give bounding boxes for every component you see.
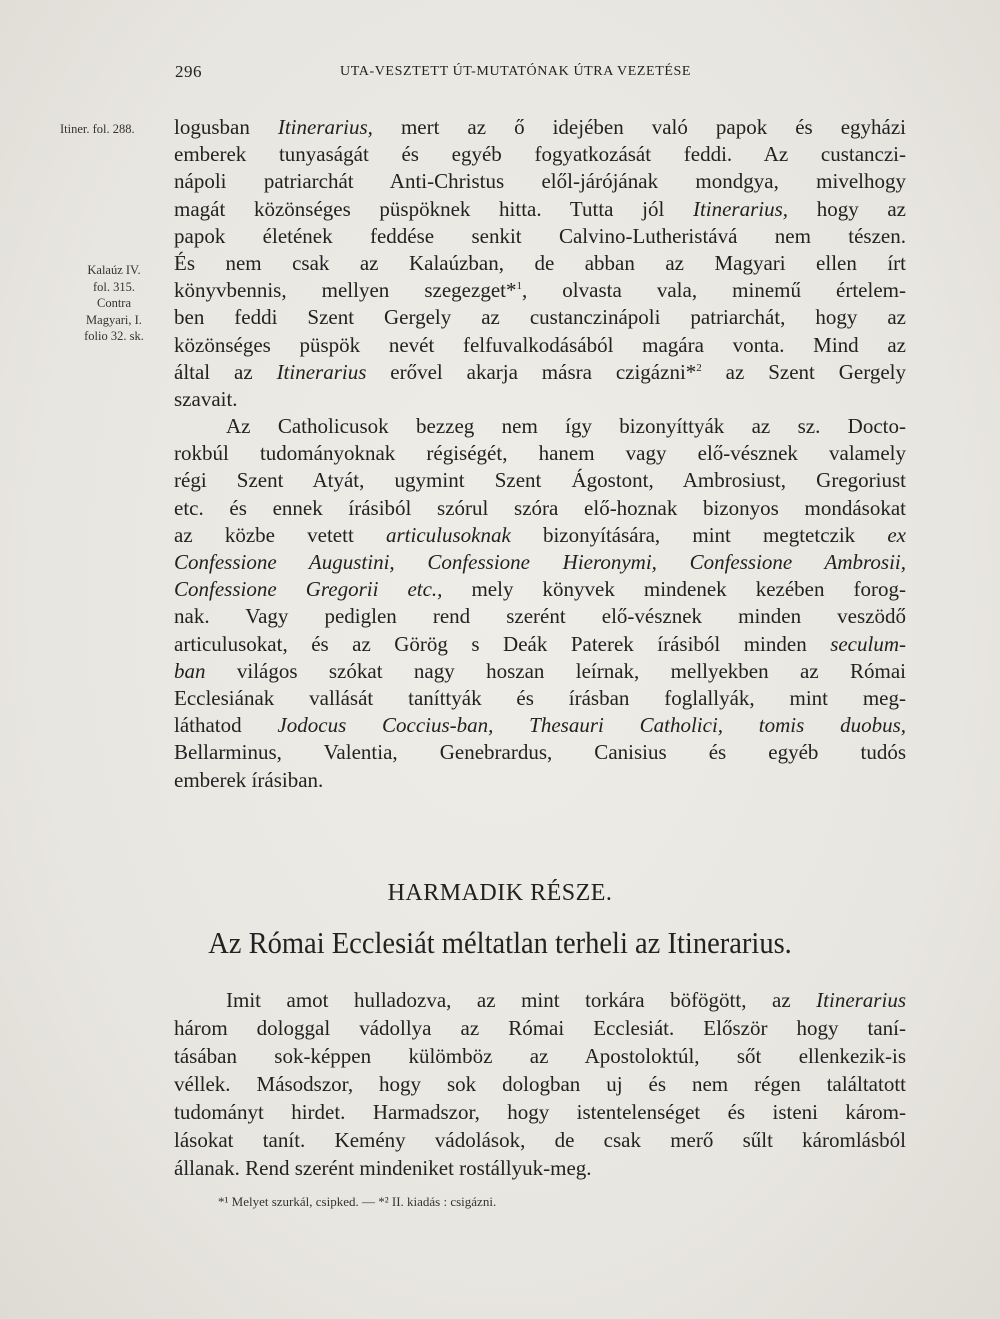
margin-note-line: folio 32. sk. [84, 329, 144, 343]
text-line: És nem csak az Kalaúzban, de abban az Magyari ellen írt [174, 250, 906, 275]
margin-note-line: Magyari, I. [86, 312, 142, 327]
text-line: véllek. Másodszor, hogy sok dologban uj és nem régen találtatott [174, 1072, 906, 1096]
text-line: logusban Itinerarius, mert az ő idejében való papok és egyházi [174, 115, 907, 139]
text-line: három dologgal vádollya az Római Ecclesiát. Először hogy taní- [174, 1016, 906, 1040]
running-title: UTA-VESZTETT ÚT-MUTATÓNAK ÚTRA VEZETÉSE [340, 64, 692, 79]
text-line: Confessione Gregorii etc., mely könyvek mindenek kezében forog- [174, 577, 906, 602]
text-line: lásokat tanít. Kemény vádolások, de csak merő sűlt káromlásból [174, 1128, 906, 1152]
text-line: nak. Vagy pediglen rend szerént elő-vésznek minden veszödő [174, 604, 906, 629]
footnotes: *¹ Melyet szurkál, csipked. — *² II. kiadás : csigázni. [218, 1194, 497, 1209]
text-line: emberek írásiban. [174, 767, 324, 792]
margin-note-line: Contra [96, 296, 132, 310]
text-line: rokbúl tudományoknak régiségét, hanem vagy elő-vésznek valamely [174, 441, 906, 466]
margin-note-kalauz [64, 262, 164, 345]
text-line: emberek tunyaságát és egyéb fogyatkozását feddi. Az custanczi- [174, 142, 906, 167]
section-heading: HARMADIK RÉSZE. [387, 880, 613, 906]
text-line: szavait. [174, 386, 238, 411]
text-line: közönséges püspök nevét felfuvalkodásából magára vonta. Mind az [174, 332, 906, 357]
body-text-upper [174, 114, 906, 794]
text-line: Confessione Augustini, Confessione Hieronymi, Confessione Ambrosii, [174, 550, 906, 574]
margin-note-line: Kalaúz IV. [87, 263, 141, 277]
text-line: tudományt hirdet. Harmadszor, hogy istentelenséget és isteni károm- [174, 1100, 906, 1124]
text-line: állanak. Rend szerént mindeniket rostállyuk-meg. [174, 1156, 592, 1180]
text-line: könyvbennis, mellyen szegezget*$^1$, olvasta vala, minemű értelem- [174, 278, 906, 303]
body-text-lower [174, 986, 906, 1182]
margin-note-line: fol. 315. [92, 279, 135, 294]
page-number: 296 [175, 62, 202, 81]
text-line: tásában sok-képpen külömböz az Apostoloktúl, sőt ellenkezik-is [174, 1044, 906, 1068]
text-line: Ecclesiának vallását taníttyák és írásban foglallyák, mint meg- [174, 685, 906, 710]
text-line: etc. és ennek írásiból szórul szóra elő-hoznak bizonyos mondásokat [174, 495, 906, 520]
text-line: az közbe vetett articulusoknak bizonyítására, mint megtetczik ex [174, 522, 907, 547]
text-line: Az Catholicusok bezzeg nem így bizonyíttyák az sz. Docto- [226, 414, 906, 439]
text-line: ban világos szókat nagy hoszan leírnak, mellyekben az Római [174, 658, 906, 683]
section-subheading: Az Római Ecclesiát méltatlan terheli az Itinerarius. [208, 925, 792, 960]
text-line: articulusokat, és az Görög s Deák Paterek írásiból minden seculum- [174, 631, 906, 656]
text-line: nápoli patriarchát Anti-Christus elől-járójának mondgya, mivelhogy [174, 169, 906, 194]
text-line: Bellarminus, Valentia, Genebrardus, Canisius és egyéb tudós [174, 740, 906, 765]
text-line: Imit amot hulladozva, az mint torkára böfögött, az Itinerarius [226, 988, 906, 1012]
text-line: magát közönséges püspöknek hitta. Tutta jól Itinerarius, hogy az [174, 196, 906, 221]
running-header [175, 62, 905, 86]
text-line: ben feddi Szent Gergely az custanczinápoli patriarchát, hogy az [174, 305, 906, 330]
margin-note-itiner: Itiner. fol. 288. [60, 122, 135, 136]
text-line: láthatod Jodocus Coccius-ban, Thesauri Catholici, tomis duobus, [174, 713, 906, 738]
text-line: papok életének feddése senkit Calvino-Lutheristává nem tészen. [174, 223, 906, 248]
text-line: régi Szent Atyát, ugymint Szent Ágostont, Ambrosiust, Gregoriust [174, 468, 906, 493]
text-line: által az Itinerarius erővel akarja másra czigázni*$^2$ az Szent Gergely [174, 359, 906, 384]
